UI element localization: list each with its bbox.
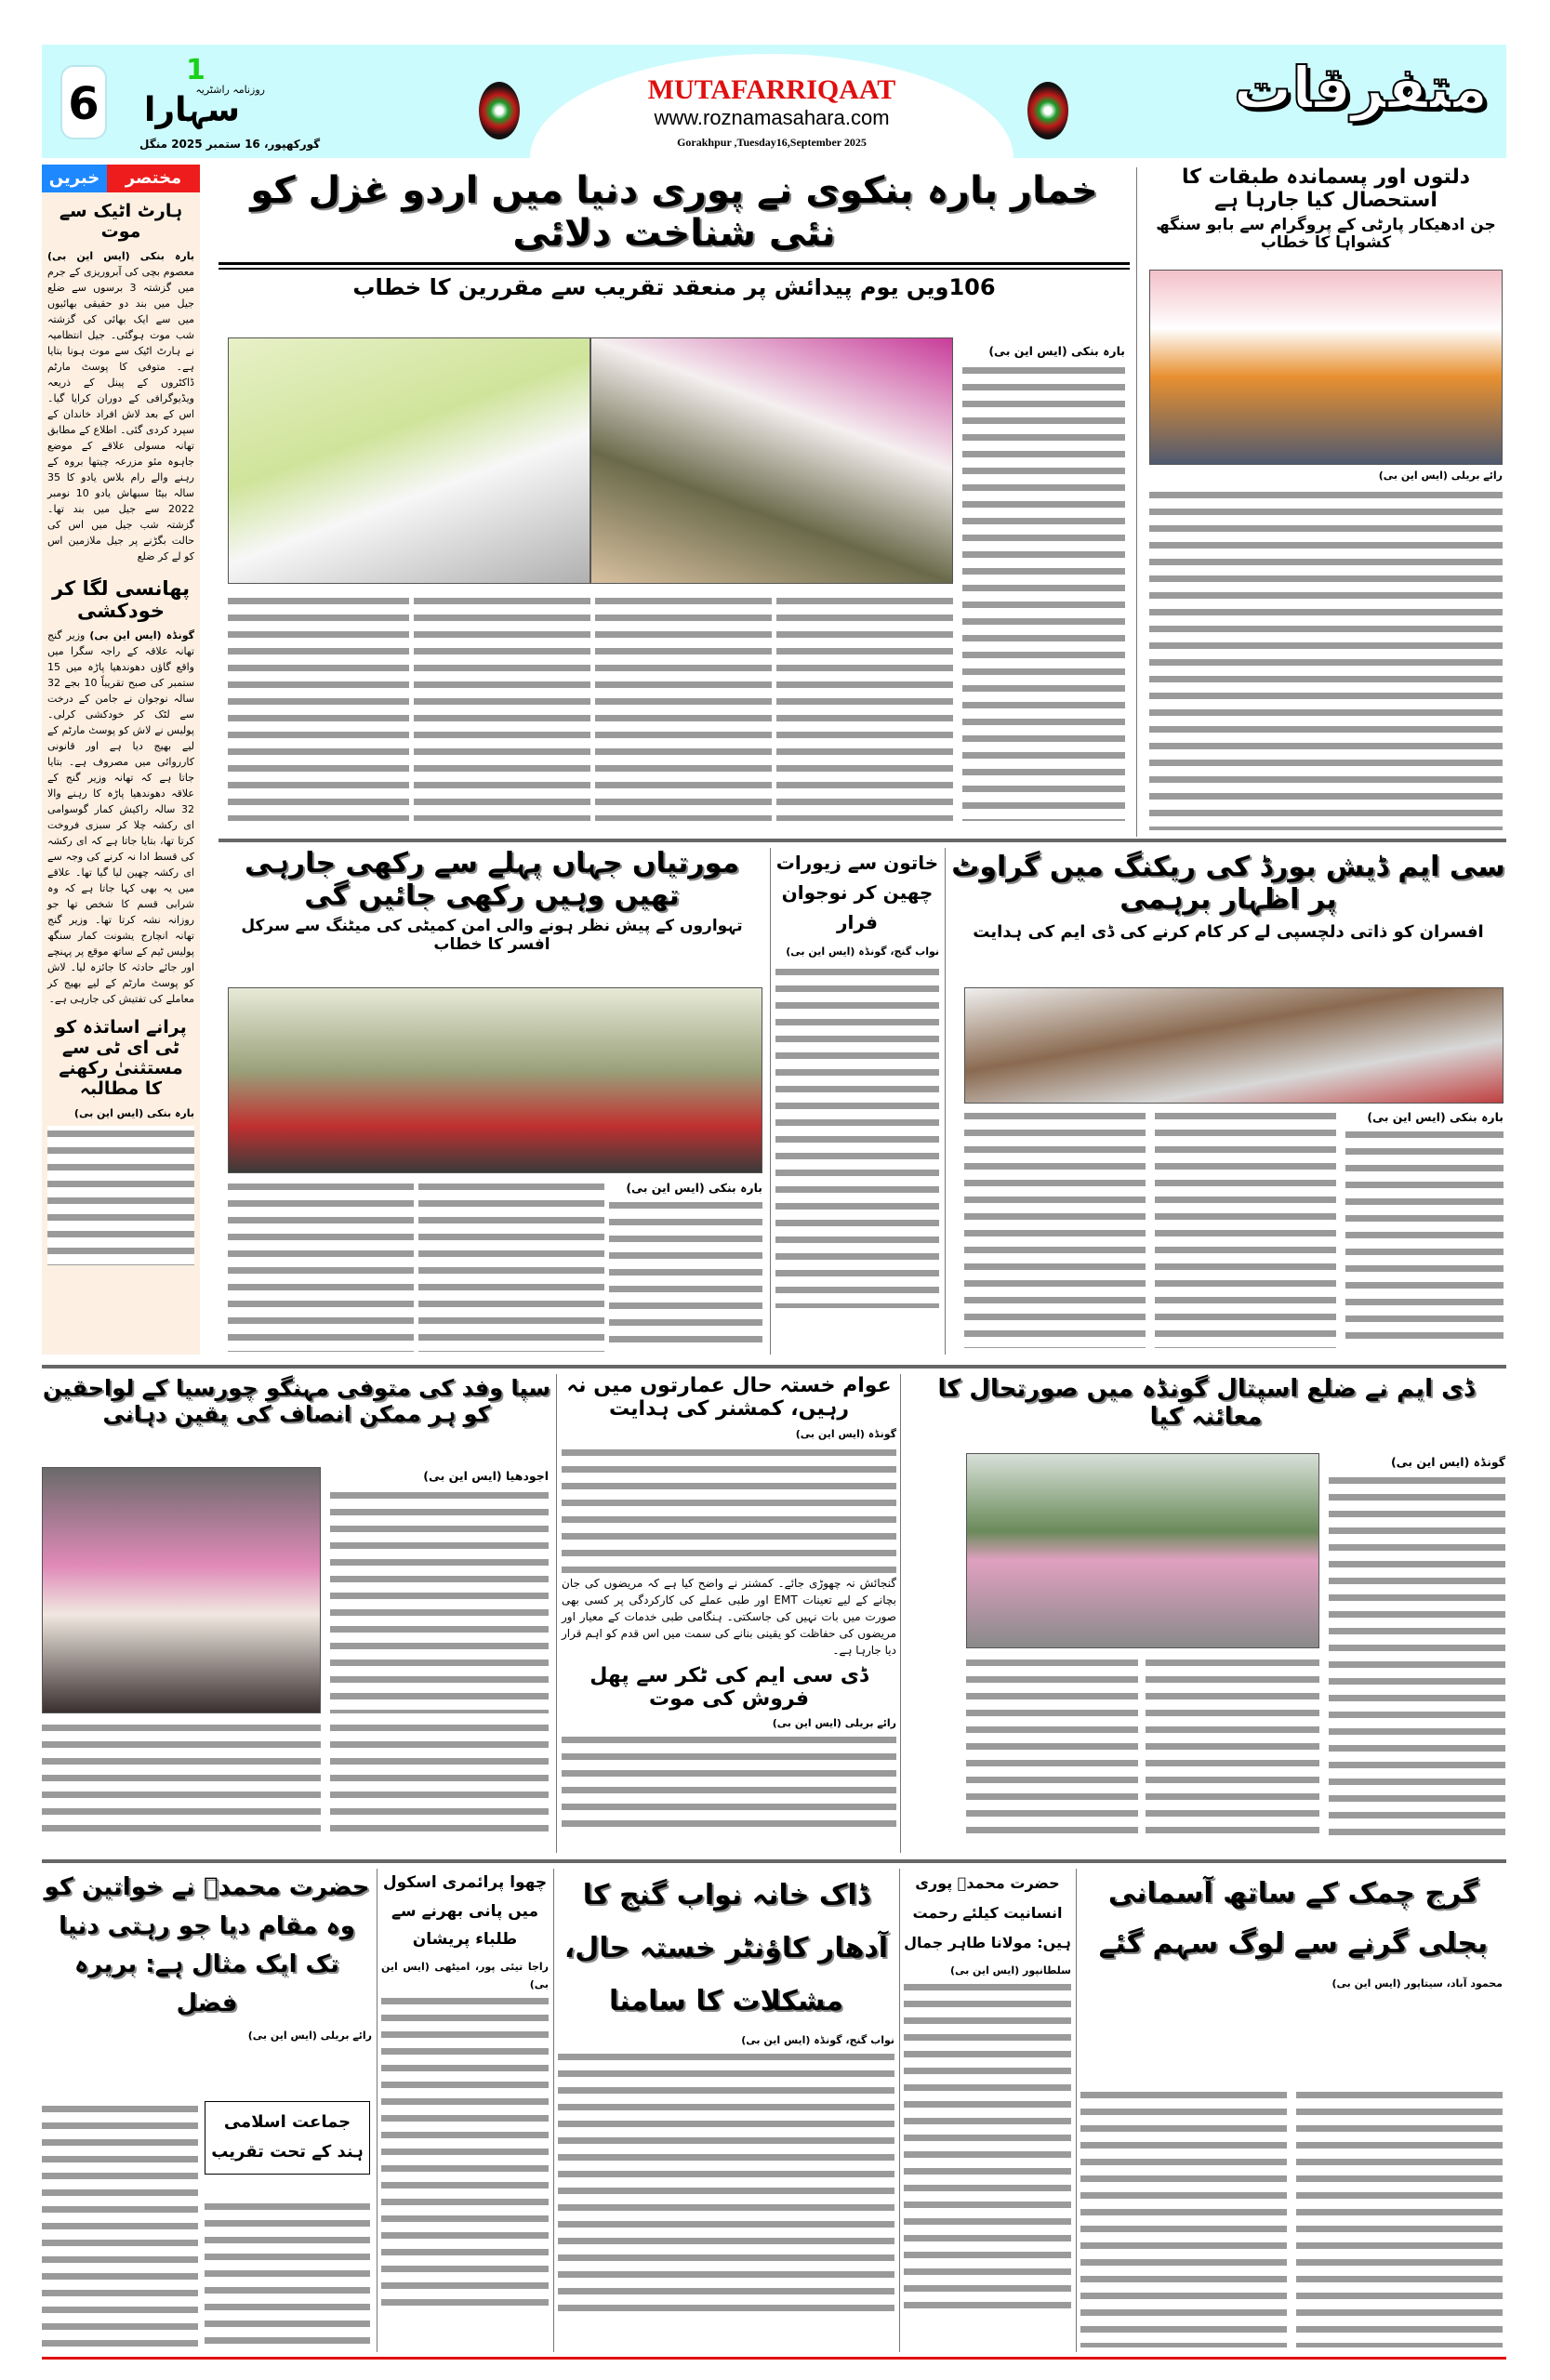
anniversary-badge: 1	[186, 54, 205, 86]
masthead	[42, 45, 1506, 158]
badge-blue: خبریں	[42, 165, 107, 192]
story-dateline: راجا تیئی پور، امیٹھی (ایس این بی)	[381, 1960, 549, 1990]
story-headline: گرج چمک کے ساتھ آسمانی بجلی گرنے سے لوگ سہم گئے	[1098, 1877, 1489, 1960]
lead-headline: خمار بارہ بنکوی نے پوری دنیا میں اردو غزل کو نئی شناخت دلائی	[250, 169, 1098, 255]
story-body	[775, 964, 939, 1308]
dalit-story	[1146, 165, 1506, 835]
story-body	[47, 1126, 194, 1265]
story-headline: چھوا پرائمری اسکول میں پانی بھرنے سے طلباء پریشان	[382, 1873, 548, 1950]
story-body	[1296, 2087, 1503, 2347]
story-dateline: سلطانپور (ایس این بی)	[949, 1964, 1071, 1977]
story-body	[1146, 1655, 1319, 1844]
page-number-badge: 6	[60, 65, 107, 139]
review-meeting-photo	[964, 987, 1504, 1104]
story-dateline: گونڈہ (ایس این بی)	[89, 628, 194, 641]
local-date: گورکھپور، 16 ستمبر 2025 منگل	[139, 138, 321, 151]
story-body	[904, 1979, 1071, 2314]
section-title-ur: متفرقات	[1233, 54, 1488, 122]
lead-subheadline: 106ویں یوم پیدائش پر منعقد تقریب سے مقررین کا خطاب	[352, 274, 996, 300]
story-headline: حضرت محمدؐ پوری انسانیت کیلئے رحمت ہیں: مولانا طاہر جمال	[904, 1874, 1071, 1951]
story-body	[1345, 1127, 1504, 1348]
rally-photo	[1149, 270, 1503, 465]
story-subheadline: جن ادھیکار پارٹی کے پروگرام سے بابو سنگھ کشواہا کا خطاب	[1156, 215, 1496, 253]
rehmat-story	[904, 1869, 1071, 2352]
tribute-photo	[590, 337, 953, 584]
cm-dashboard-story	[950, 848, 1506, 1355]
section-title-en: MUTAFARRIQAAT	[647, 74, 896, 105]
story-body	[228, 593, 409, 821]
story-dateline: اجودھیا (ایس این بی)	[423, 1469, 549, 1483]
story-body	[42, 2101, 198, 2347]
story-body	[609, 1197, 762, 1352]
story-body	[228, 1179, 414, 1352]
story-dateline: بارہ بنکی (ایس این بی)	[47, 249, 194, 262]
sp-delegation-story	[42, 1374, 551, 1853]
story-headline: دلتوں اور پسماندہ طبقات کا استحصال کیا جارہا ہے	[1181, 165, 1471, 213]
lead-story	[219, 165, 1130, 835]
story-body: وزیر گنج تھانہ علاقہ کے راجہ سگرا میں واقع گاؤں دھوندھیا پاڑہ میں 15 ستمبر کی صبح تقریباً 10 بجے 32 سالہ نوجوان نے جامن کے درخت سے لٹک کر خودکشی کرلی۔ پولیس نے لاش کو پوسٹ مارٹم کے لیے بھیج دیا ہے اور قانونی کارروائی میں مصروف ہے۔ بتایا جاتا ہے کہ تھانہ وزیر گنج کے علاقہ دھوندھیا پاڑہ کا رہنے والا 32 سالہ راکیش کمار گوسوامی ای رکشہ چلا کر سبزی فروخت کرتا تھا، بتایا جاتا ہے کہ ای رکشہ کی قسط ادا نہ کرنے کی وجہ سے ای رکشہ چھین لیا گیا تھا۔ علاقے میں یہ بھی کہا جاتا ہے کہ وہ شرابی قسم کا شخص تھا جو روزانہ نشہ کرتا تھا۔ وزیر گنج تھانہ انچارج یشونت کمار سنگھ پولیس ٹیم کے ساتھ موقع پر پہنچے اور جائے حادثہ کا جائزہ لیا۔ لاش کو پوسٹ مارٹم کے لیے بھیج کر معاملے کی تفتیش کی جارہی ہے۔	[47, 628, 194, 1005]
story-title: ہارٹ اٹیک سے موت	[59, 201, 183, 242]
story-dateline: گونڈہ (ایس این بی)	[1390, 1455, 1505, 1469]
photo-caption: رائے بریلی (ایس این بی)	[1378, 469, 1503, 482]
story-body	[562, 1445, 896, 1575]
story-body	[381, 1993, 549, 2309]
story-dateline: رائے بریلی (ایس این بی)	[772, 1717, 896, 1730]
story-body	[330, 1488, 549, 1713]
story-headline: ڈاک خانہ نواب گنج کا آدھار کاؤنٹر خستہ حال، مشکلات کا سامنا	[563, 1879, 889, 2017]
story-body: گنجائش نہ چھوڑی جائے۔ کمشنر نے واضح کیا ہے کہ مریضوں کی جان بچانے کے لیے تعینات EMT اور طبی عملے کی کارکردگی پر کسی بھی صورت میں بات نہیں کی جاسکتی۔ ہنگامی طبی خدمات کے معیار اور مریضوں کی حفاظت کو یقینی بنانے کی سمت میں اس قدم کو اہم قرار دیا جارہا ہے۔	[562, 1576, 896, 1657]
hazrat-women-story	[42, 1869, 372, 2352]
story-dateline: محمود آباد، سیتاپور (ایس این بی)	[1331, 1977, 1503, 1990]
story-body	[964, 1108, 1146, 1348]
story-headline: سی ایم ڈیش بورڈ کی ریکنگ میں گراوٹ پر اظہار برہمی	[951, 851, 1505, 916]
story-subheadline: جماعت اسلامی ہند کے تحت تقریب	[211, 2112, 364, 2162]
paper-name: سہارا	[144, 91, 241, 129]
idol-story	[219, 848, 765, 1355]
story-body	[205, 2199, 370, 2347]
story-body	[558, 2049, 894, 2319]
story-dateline: بارہ بنکی (ایس این بی)	[1367, 1110, 1504, 1124]
footer-rule	[42, 2357, 1506, 2360]
story-dateline: بارہ بنکی (ایس این بی)	[626, 1181, 762, 1195]
story-subheadline: افسران کو ذاتی دلچسپی لے کر کام کرنے کی ڈی ایم کی ہدایت	[973, 922, 1484, 942]
event-photo	[228, 337, 590, 584]
delegation-photo	[42, 1467, 321, 1713]
story-body	[776, 593, 953, 821]
post-office-story	[558, 1869, 894, 2352]
lightning-story	[1080, 1869, 1506, 2352]
story-dateline: بارہ بنکی (ایس این بی)	[988, 344, 1125, 358]
story-dateline: بارہ بنکی (ایس این بی)	[73, 1107, 194, 1120]
story-body: معصوم بچی کی آبروریزی کے جرم میں گزشتہ 3 برسوں سے ضلع جیل میں بند دو حقیقی بھائیوں میں سے ایک بھائی کی گزشتہ شب موت ہوگئی۔ جیل انتظامیہ نے ہارٹ اٹیک سے موت ہونا بتایا ہے۔ متوفی کا پوسٹ مارٹم ڈاکٹروں کے پینل کے ذریعہ ویڈیوگرافی کے دوران کرایا گیا۔ اس کے بعد لاش افراد خاندان کے سپرد کردی گئی۔ اطلاع کے مطابق تھانہ مسولی علاقے کے موضع جاہوہ مئو مزرعہ چیتھا بروہ کے رہنے والے رام بلاس یادو کا 35 سالہ بیٹا سبھاش یادو 10 نومبر 2022 سے جیل میں بند تھا۔ گزشتہ شب جیل میں اس کی حالت بگڑنے پر جیل ملازمین اس کو لے کر ضلع	[47, 265, 194, 562]
story-body	[595, 593, 772, 821]
caption-text	[42, 1720, 321, 1841]
story-dateline: گونڈہ (ایس این بی)	[795, 1427, 896, 1440]
story-body	[418, 1179, 604, 1352]
story-subheadline: تہواروں کے پیش نظر ہونے والی امن کمیٹی کی میٹنگ سے سرکل افسر کا خطاب	[241, 917, 743, 954]
story-dateline: نواب گنج، گونڈہ (ایس این بی)	[741, 2034, 894, 2046]
website: www.roznamasahara.com	[654, 106, 890, 129]
dateline-en: Gorakhpur ,Tuesday16,September 2025	[677, 136, 867, 149]
sunburst-icon	[479, 82, 520, 139]
story-body	[966, 1655, 1138, 1844]
sunburst-icon	[1027, 82, 1068, 139]
story-body	[1080, 2087, 1287, 2347]
dm-hospital-story	[906, 1374, 1506, 1853]
story-body	[1149, 487, 1503, 830]
story-title: پرانے اساتذہ کو ٹی ای ٹی سے مستثنیٰ رکھنے کا مطالبہ	[55, 1016, 187, 1099]
story-body	[962, 363, 1125, 821]
story-headline: عوام خستہ حال عمارتوں میں نہ رہیں، کمشنر کی ہدایت	[566, 1374, 892, 1421]
story-body	[1329, 1473, 1505, 1844]
story-headline: مورتیاں جہاں پہلے سے رکھی جارہی تھیں وہیں رکھی جائیں گی	[244, 847, 740, 912]
school-water-story	[381, 1869, 549, 2352]
story-title: پھانسی لگا کر خودکشی	[51, 576, 190, 622]
hospital-inspection-photo	[966, 1453, 1319, 1648]
brief-news-sidebar	[42, 165, 200, 1355]
paper-logo	[144, 54, 265, 142]
badge-red: مختصر	[107, 165, 200, 192]
story-headline: خاتون سے زیورات چھین کر نوجوان فرار	[775, 852, 939, 933]
story-dateline: نواب گنج، گونڈہ (ایس این بی)	[786, 945, 939, 958]
story-headline: حضرت محمدؐ نے خواتین کو وہ مقام دیا جو رہتی دنیا تک ایک مثال ہے: بریرہ فضل	[44, 1873, 370, 2017]
jewelry-snatch-story	[775, 848, 939, 1355]
commissioner-story	[562, 1374, 896, 1853]
story-body	[330, 1720, 549, 1841]
story-headline: ڈی سی ایم کی ٹکر سے پھل فروش کی موت	[590, 1663, 868, 1711]
paper-tagline: روزنامہ راشٹریہ	[195, 84, 265, 96]
story-body	[562, 1732, 896, 1834]
story-body	[1155, 1108, 1336, 1348]
story-body	[414, 593, 590, 821]
story-dateline: رائے بریلی (ایس این بی)	[247, 2030, 372, 2043]
story-headline: ڈی ایم نے ضلع اسپتال گونڈہ میں صورتحال کا معائنہ کیا	[937, 1375, 1475, 1431]
meeting-photo	[228, 987, 762, 1173]
story-headline: سپا وفد کی متوفی مہنگو چورسیا کے لواحقین کو ہر ممکن انصاف کی یقین دہانی	[43, 1375, 550, 1427]
